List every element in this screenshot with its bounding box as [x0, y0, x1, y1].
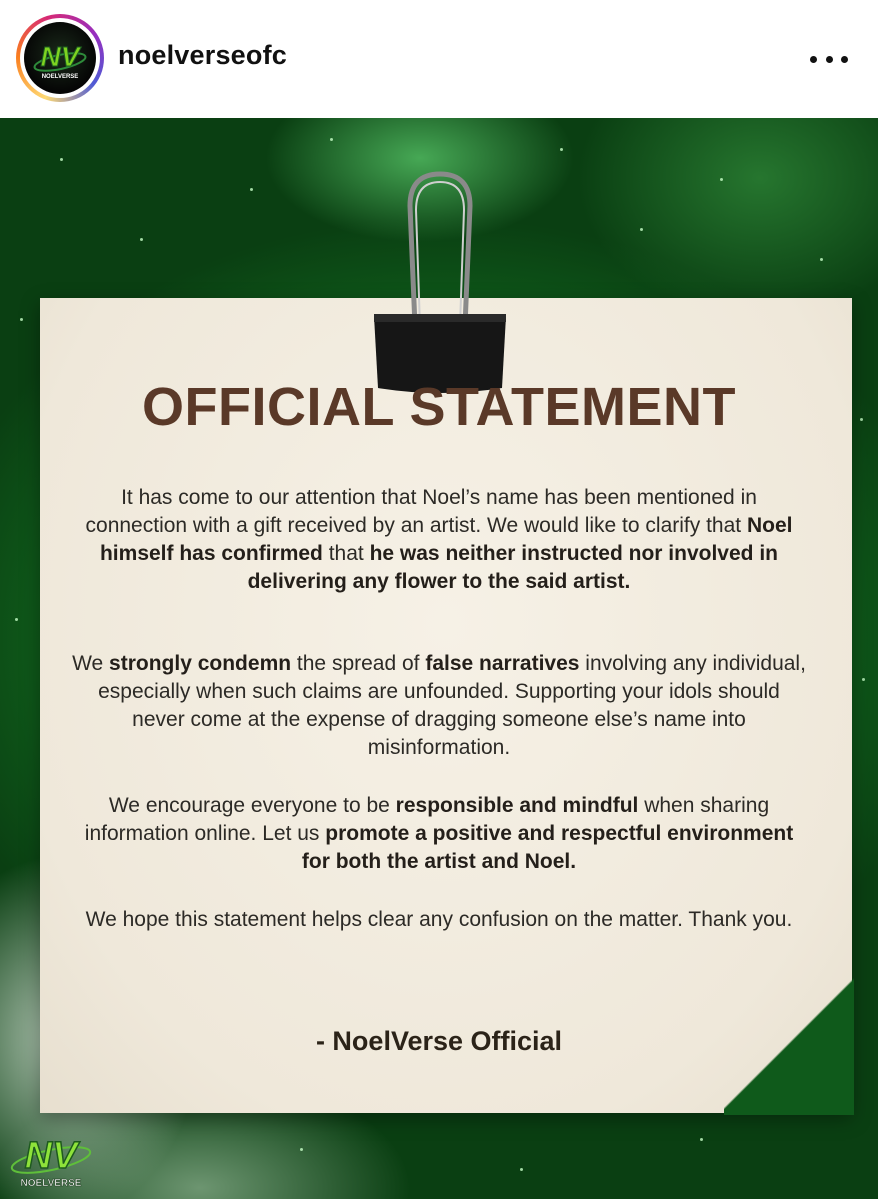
binder-clip-icon [370, 166, 510, 398]
more-horizontal-icon [826, 56, 833, 63]
emphasis-text: he was neither instructed nor involved in delivering any flower to the said artist. [247, 542, 778, 593]
avatar-gap [20, 18, 100, 98]
paragraph-text: involving any individual, especially when such claims are unfounded. Supporting your idols should never come at the expense of dragging someone else’s name into misinformation. [98, 652, 806, 759]
paragraph-text: the spread of [291, 652, 426, 675]
more-horizontal-icon [810, 56, 817, 63]
statement-paragraph-4 [70, 906, 808, 934]
emphasis-text: Noel himself has confirmed [99, 514, 793, 565]
noelverse-watermark-logo-icon [6, 1126, 96, 1192]
more-options-button[interactable] [806, 44, 852, 74]
emphasis-text: strongly condemn [109, 652, 292, 675]
avatar-logo-letters: NV [40, 41, 80, 72]
paragraph-text: when sharing information online. Let us [84, 794, 770, 845]
emphasis-text: false narratives [425, 652, 580, 675]
paragraph-text: We encourage everyone to be [108, 794, 396, 817]
more-horizontal-icon [841, 56, 848, 63]
post-header [0, 0, 878, 118]
avatar-logo-text: NOELVERSE [41, 74, 79, 80]
noelverse-logo-icon [24, 22, 96, 94]
username[interactable]: noelverseofc [118, 40, 287, 70]
statement-signature: - NoelVerse Official [315, 1026, 563, 1056]
paragraph-text: We hope this statement helps clear any confusion on the matter. Thank you. [85, 908, 793, 931]
post-image[interactable] [0, 118, 878, 1199]
story-ring[interactable] [16, 14, 104, 102]
paragraph-text: We [72, 652, 110, 675]
emphasis-text: promote a positive and respectful environment for both the artist and Noel. [301, 822, 794, 873]
statement-paragraph-3 [70, 792, 808, 876]
statement-paragraph-1 [70, 484, 808, 596]
statement-paragraph-2 [70, 650, 808, 762]
paragraph-text: that [322, 542, 370, 565]
statement-title: OFFICIAL STATEMENT [142, 377, 736, 437]
watermark-logo-letters: NV [24, 1135, 78, 1177]
emphasis-text: responsible and mindful [395, 794, 639, 817]
paragraph-text: It has come to our attention that Noel’s name has been mentioned in connection with a gift received by an artist. We would like to clarify that [85, 486, 757, 537]
avatar[interactable] [24, 22, 96, 94]
watermark-logo-text: NOELVERSE [20, 1178, 82, 1189]
